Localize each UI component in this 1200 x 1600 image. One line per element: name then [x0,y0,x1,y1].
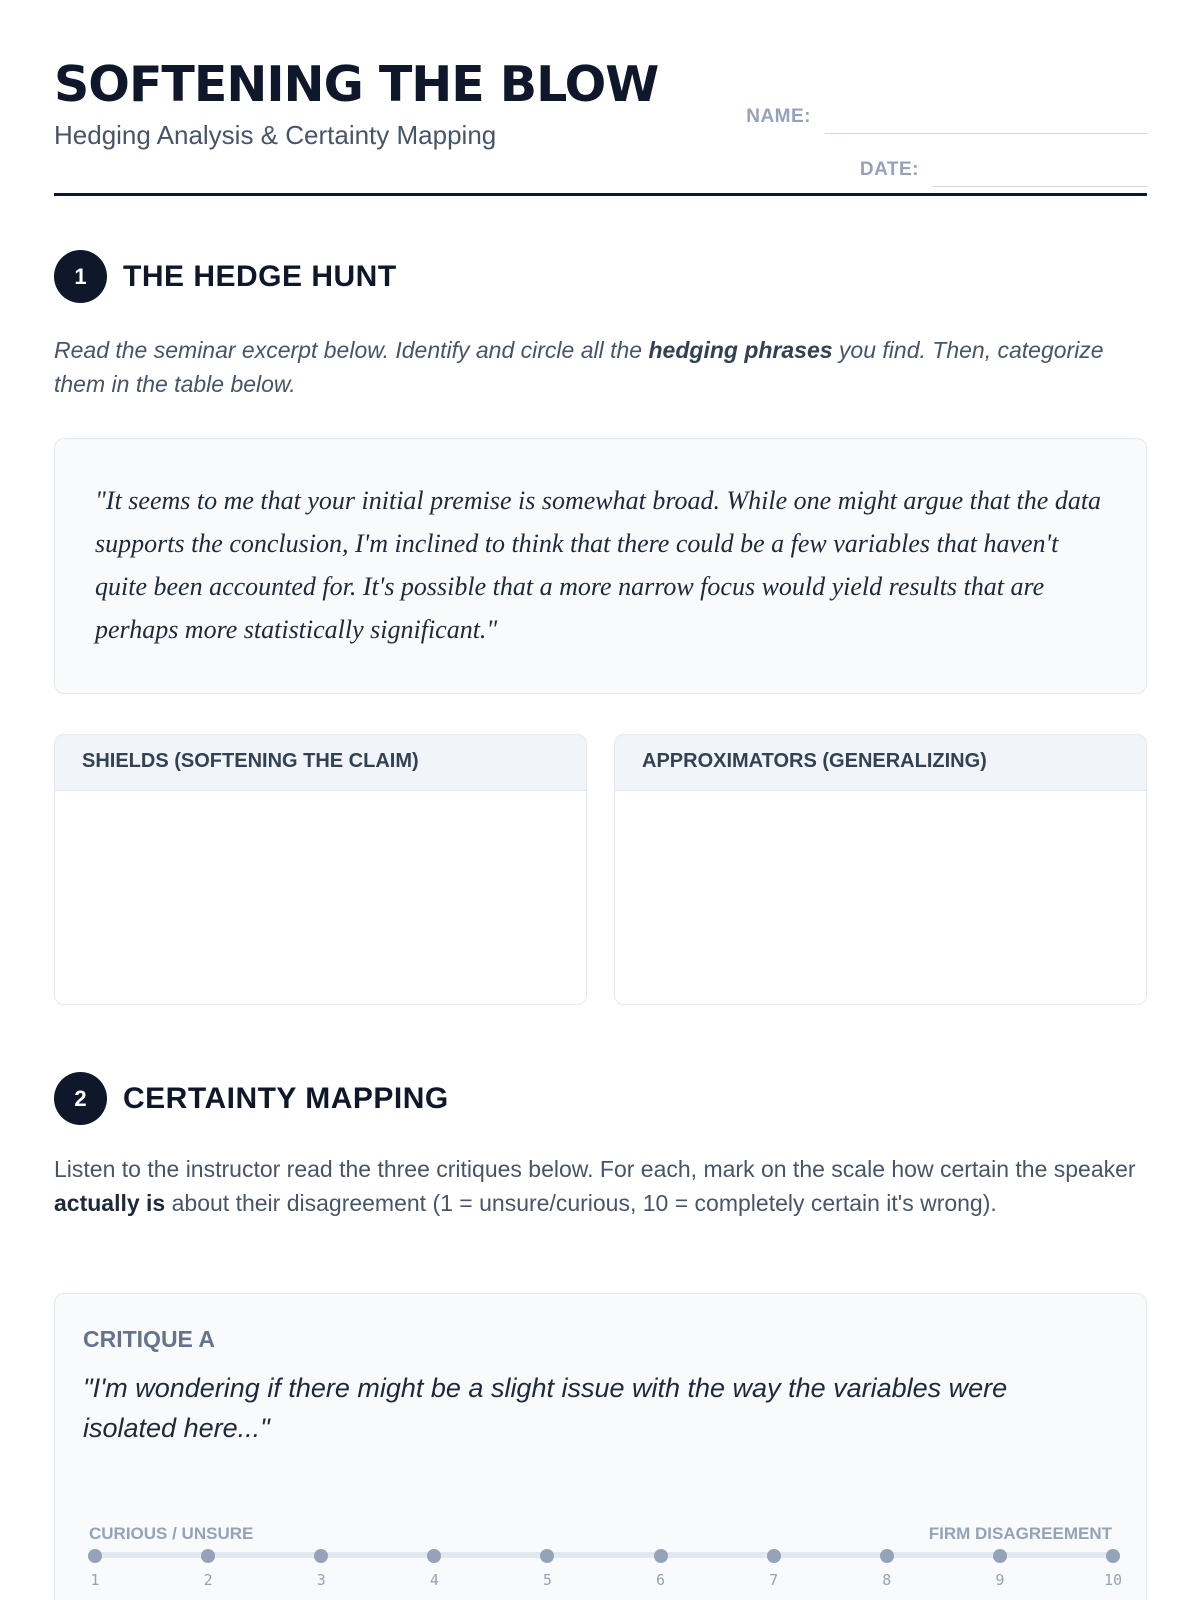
scale-point-label: 1 [90,1571,100,1589]
date-field-row [860,145,1147,187]
date-field[interactable] [933,155,1147,187]
scale-point-6[interactable] [654,1549,668,1563]
scale-right-label: FIRM DISAGREEMENT [928,1524,1112,1543]
scale-point-label: 6 [656,1571,666,1589]
critique-a-quote: "I'm wondering if there might be a slight issue with the way the variables were isolated here..." [83,1373,1008,1443]
instructions-text: you find. Then, categorize them in the table below. [54,337,1104,397]
scale-point-label: 8 [882,1571,892,1589]
scale-point-3[interactable] [314,1549,328,1563]
instructions-text: Read the seminar excerpt below. Identify and circle all the [54,337,649,363]
section-1-instructions [54,333,1147,401]
instructions-emphasis: hedging phrases [648,337,833,363]
scale-point-5[interactable] [540,1549,554,1563]
scale-point-label: 10 [1103,1571,1123,1589]
worksheet-header [54,50,1147,196]
section-2-instructions [54,1152,1147,1220]
scale-point-label: 5 [542,1571,552,1589]
scale-point-label: 3 [316,1571,326,1589]
approximators-category-box [614,734,1147,1005]
name-field-row [746,92,1147,134]
instructions-text: about their disagreement (1 = unsure/curious, 10 = completely certain it's wrong). [165,1190,997,1216]
scale-point-2[interactable] [201,1549,215,1563]
approximators-answer-area[interactable] [615,791,1146,1004]
scale-point-10[interactable] [1106,1549,1120,1563]
section-1-number-badge: 1 [54,250,107,303]
scale-left-label: CURIOUS / UNSURE [89,1524,254,1543]
scale-point-label: 2 [203,1571,213,1589]
scale-point-8[interactable] [880,1549,894,1563]
scale-point-label: 7 [769,1571,779,1589]
seminar-excerpt: "It seems to me that your initial premise is somewhat broad. While one might argue that the data supports the conclusion, I'm inclined to think that there could be a few variables that haven't quite been accounted for. It's possible that a more narrow focus would yield results that are perhaps more statistically significant." [54,438,1147,694]
shields-category-header: SHIELDS (SOFTENING THE CLAIM) [55,735,586,791]
scale-point-9[interactable] [993,1549,1007,1563]
name-field[interactable] [825,102,1147,134]
instructions-text: Listen to the instructor read the three critiques below. For each, mark on the scale how certain the speaker [54,1156,1136,1182]
section-2-number-badge: 2 [54,1072,107,1125]
section-1-title: THE HEDGE HUNT [123,259,397,293]
worksheet-subtitle: Hedging Analysis & Certainty Mapping [54,120,497,150]
scale-point-label: 4 [429,1571,439,1589]
certainty-scale-track [89,1552,1119,1558]
scale-point-7[interactable] [767,1549,781,1563]
shields-category-box [54,734,587,1005]
instructions-emphasis: actually is [54,1190,166,1216]
approximators-category-header: APPROXIMATORS (GENERALIZING) [615,735,1146,791]
critique-a-card [54,1293,1147,1600]
section-2-title: CERTAINTY MAPPING [123,1081,449,1115]
scale-point-4[interactable] [427,1549,441,1563]
name-label: NAME: [746,106,811,127]
shields-answer-area[interactable] [55,791,586,1004]
worksheet-title: SOFTENING THE BLOW [54,56,659,113]
date-label: DATE: [859,159,919,180]
scale-point-label: 9 [995,1571,1005,1589]
section-1-heading [54,250,397,303]
section-2-heading [54,1072,449,1125]
critique-a-label: CRITIQUE A [83,1326,216,1352]
scale-point-1[interactable] [88,1549,102,1563]
